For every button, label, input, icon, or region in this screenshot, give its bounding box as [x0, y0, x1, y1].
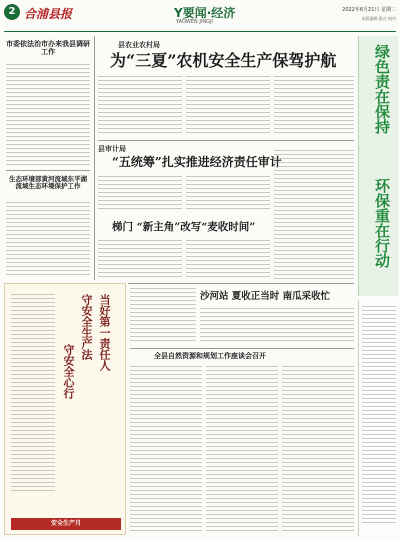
agri-body-col2: [186, 76, 270, 136]
divider: [6, 170, 90, 171]
kicker-audit: 县审计局: [98, 144, 126, 153]
section-subtitle: YAOWEN JINGJI: [176, 19, 213, 25]
kicker-agri: 县农业农村局: [118, 40, 160, 49]
poster-body-text: [11, 294, 55, 494]
headline-agri: 为“三夏”农机安全生产保驾护航: [110, 51, 337, 70]
headline-timen: 梯门 “新主角”改写“麦收时间”: [112, 221, 256, 233]
section-title: Y要闻·经济: [174, 6, 236, 20]
headline-resources: 全县自然资源和规划工作座谈会召开: [154, 351, 266, 360]
poster-line1: 当好第一责任人: [98, 294, 111, 371]
left-article2-title: 生态环境部黄河流域东平湖流域生态环境保护工作: [9, 175, 87, 191]
masthead: [4, 4, 396, 30]
slogan-line2: 环保重在行动: [373, 178, 391, 268]
lower-body-col1: [130, 288, 196, 344]
masthead-rule: [4, 31, 396, 32]
headline-audit: “五统筹”扎实推进经济责任审计: [112, 155, 282, 169]
section-rule: [128, 283, 354, 284]
timen-body-col1: [98, 240, 182, 280]
editor-credits: 本版编辑 版式 校对: [361, 16, 396, 21]
timen-body-col2: [186, 240, 270, 280]
paper-logo: 合浦县报: [24, 7, 73, 21]
headline-shahe: 沙河站 夏收正当时 南瓜采收忙: [200, 291, 331, 302]
page-number: 2: [4, 4, 20, 20]
resources-body-col3: [282, 366, 354, 534]
agri-body-col3: [274, 76, 354, 136]
divider: [98, 140, 354, 141]
divider: [130, 348, 354, 349]
shahe-body: [200, 308, 354, 344]
side-slogan-banner: [358, 36, 398, 296]
audit-body-col1: [98, 176, 182, 212]
resources-body-col1: [130, 366, 202, 534]
slogan-line1: 绿色责在保持: [373, 44, 391, 134]
poster-line2: 守安全生产法: [80, 294, 93, 360]
left-article1-title: 市委依法治市办来我县调研工作: [6, 39, 90, 56]
resources-body-col2: [206, 366, 278, 534]
agri-body-col1: [98, 76, 182, 136]
right-body-col: [274, 150, 354, 280]
side-info-text: [362, 306, 396, 526]
safety-poster: [4, 283, 126, 535]
poster-footer: 安全生产月: [11, 518, 121, 530]
poster-line3: 守安全心行: [62, 344, 75, 399]
column-divider: [94, 36, 95, 280]
audit-body-col2: [186, 176, 270, 212]
issue-date: 2022年6月21日 星期二: [342, 7, 396, 13]
left-article1-body: [6, 64, 90, 166]
side-info-panel: [358, 300, 398, 536]
left-article2-body: [6, 202, 90, 276]
